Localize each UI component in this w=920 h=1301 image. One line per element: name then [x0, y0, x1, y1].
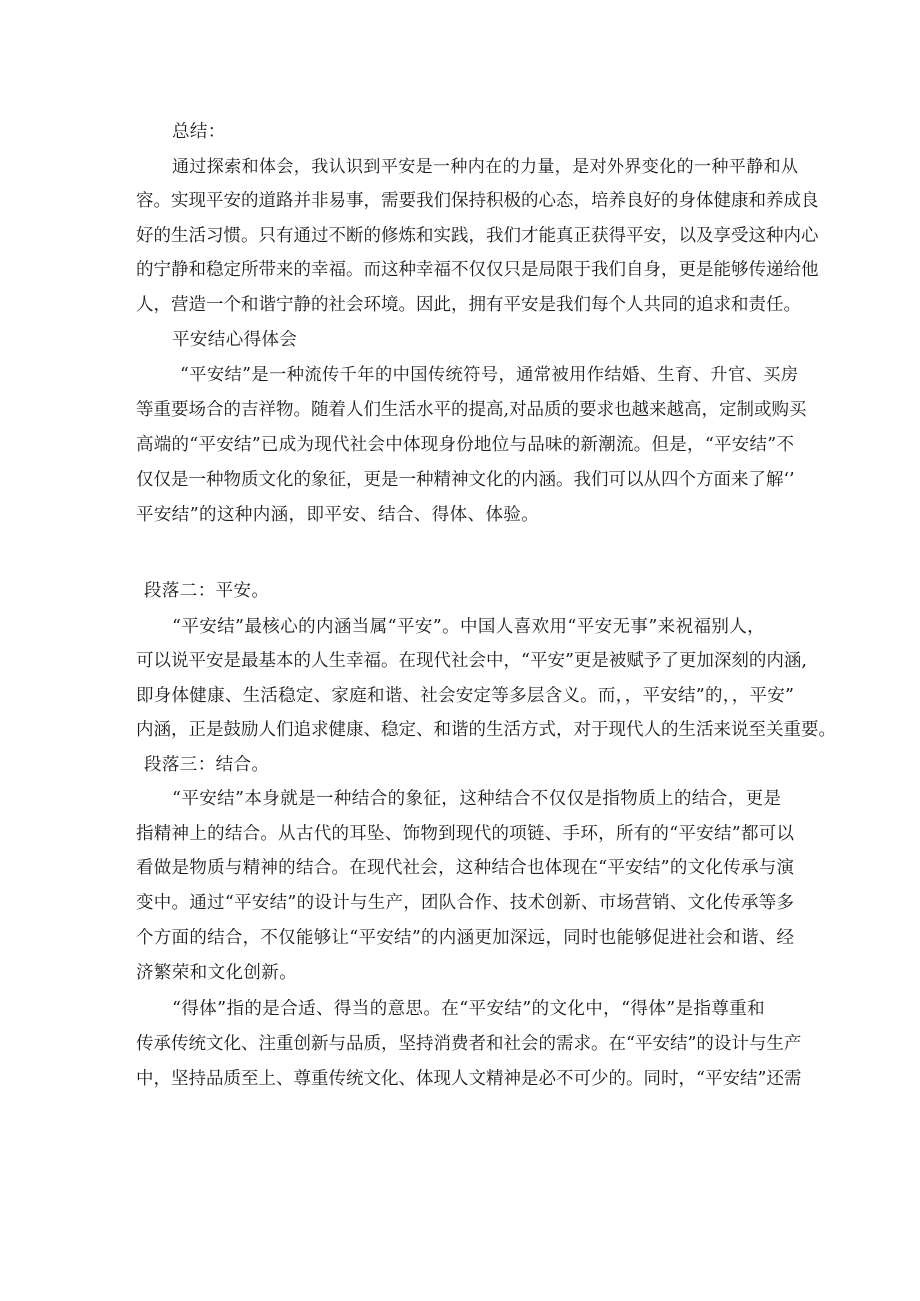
section3-line-6: 济繁荣和文化创新。 — [136, 963, 298, 983]
intro-line-4: 仅仅是一种物质文化的象征，更是一种精神文化的内涵。我们可以从四个方面来了解‘’ — [136, 470, 795, 490]
summary-line-1: 通过探索和体会，我认识到平安是一种内在的力量，是对外界变化的一种平静和从 — [172, 157, 799, 177]
section3-line-3: 看做是物质与精神的结合。在现代社会，这种结合也体现在“平安结”的文化传承与演 — [136, 858, 794, 878]
summary-line-4: 的宁静和稳定所带来的幸福。而这种幸福不仅仅只是局限于我们自身，更是能够传递给他 — [136, 260, 819, 280]
essay-title: 平安结心得体会 — [172, 330, 298, 350]
section3-line-2: 指精神上的结合。从古代的耳坠、饰物到现代的项链、手环，所有的“平安结”都可以 — [136, 824, 794, 844]
section3-line-1: “平安结”本身就是一种结合的象征，这种结合不仅仅是指物质上的结合，更是 — [172, 789, 782, 809]
intro-line-3: 高端的“平安结”已成为现代社会中体现身份地位与品味的新潮流。但是，“平安结”不 — [136, 435, 794, 455]
intro-line-5: 平安结”的这种内涵，即平安、结合、得体、体验。 — [136, 505, 540, 525]
section4-line-3: 中，坚持品质至上、尊重传统文化、体现人文精神是必不可少的。同时，“平安结”还需 — [136, 1069, 802, 1089]
intro-line-1: “平安结”是一种流传千年的中国传统符号，通常被用作结婚、生育、升官、买房 — [180, 365, 799, 385]
section4-line-2: 传承传统文化、注重创新与品质，坚持消费者和社会的需求。在“平安结”的设计与生产 — [136, 1034, 802, 1054]
section2-line-1: “平安结”最核心的内涵当属“平安”。中国人喜欢用“平安无事”来祝福别人， — [172, 617, 766, 637]
summary-heading: 总结： — [172, 122, 226, 142]
summary-line-3: 好的生活习惯。只有通过不断的修炼和实践，我们才能真正获得平安，以及享受这种内心 — [136, 226, 819, 246]
section4-line-1: “得体”指的是合适、得当的意思。在“平安结”的文化中，“得体”是指尊重和 — [172, 999, 766, 1019]
section3-heading: 段落三：结合。 — [144, 755, 270, 775]
summary-line-5: 人，营造一个和谐宁静的社会环境。因此，拥有平安是我们每个人共同的追求和责任。 — [136, 295, 801, 315]
section3-line-5: 个方面的结合，不仅能够让“平安结”的内涵更加深远，同时也能够促进社会和谐、经 — [136, 928, 794, 948]
section2-line-4: 内涵，正是鼓励人们追求健康、稳定、和谐的生活方式，对于现代人的生活来说至关重要。 — [136, 720, 836, 740]
summary-line-2: 容。实现平安的道路并非易事，需要我们保持积极的心态，培养良好的身体健康和养成良 — [136, 191, 819, 211]
section2-line-3: 即身体健康、生活稳定、家庭和谐、社会安定等多层含义。而，，平安结”的，，平安” — [136, 686, 794, 706]
section2-heading: 段落二：平安。 — [144, 581, 270, 601]
intro-line-2: 等重要场合的吉祥物。随着人们生活水平的提高,对品质的要求也越来越高，定制或购买 — [136, 400, 807, 420]
section2-line-2: 可以说平安是最基本的人生幸福。在现代社会中，“平安”更是被赋予了更加深刻的内涵, — [136, 651, 807, 671]
section3-line-4: 变中。通过“平安结”的设计与生产，团队合作、技术创新、市场营销、文化传承等多 — [136, 893, 794, 913]
